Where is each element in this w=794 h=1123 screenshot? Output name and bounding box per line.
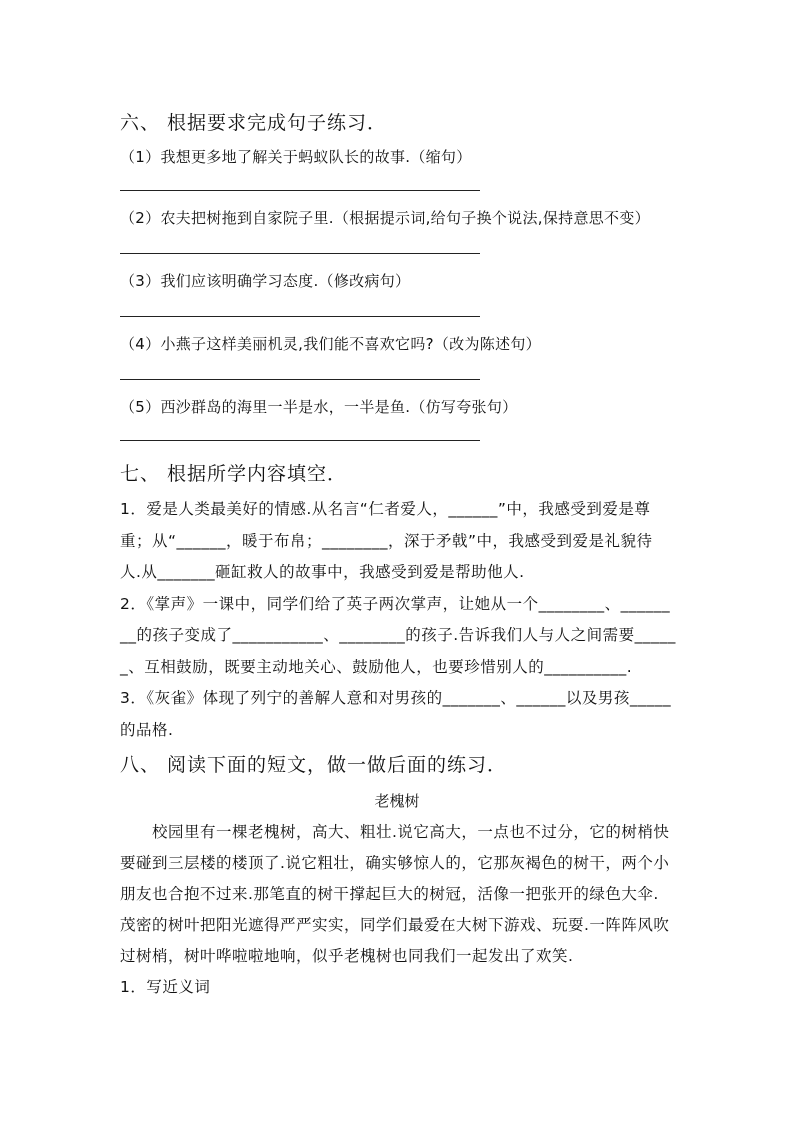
- fill-line-5: __的孩子变成了___________、________的孩子.告诉我们人与人之间需要_____: [120, 626, 676, 644]
- question-1-label: 1．写近义词: [120, 978, 211, 996]
- answer-line-2[interactable]: [120, 253, 480, 254]
- section-8-title: 八、 阅读下面的短文，做一做后面的练习．: [120, 754, 508, 776]
- answer-line-4[interactable]: [120, 379, 480, 380]
- section-6-item-5: （5）西沙群岛的海里一半是水，一半是鱼.（仿写夸张句）: [120, 398, 518, 416]
- fill-line-2: 重；从“______，暖于布帛；________，深于矛戟”中，我感受到爱是礼貌待: [120, 532, 653, 550]
- passage-line-2: 要碰到三层楼的楼顶了.说它粗壮，确实够惊人的，它那灰褐色的树干，两个小: [120, 854, 670, 872]
- fill-line-1: 1．爱是人类最美好的情感.从名言“仁者爱人，______”中，我感受到爱是尊: [120, 500, 651, 518]
- fill-line-8: 的品格.: [120, 721, 174, 739]
- section-6-item-2: （2）农夫把树拖到自家院子里.（根据提示词,给句子换个说法,保持意思不变）: [120, 209, 650, 227]
- fill-line-7: 3．《灰雀》体现了列宁的善解人意和对男孩的_______、______以及男孩_____: [120, 689, 672, 707]
- fill-line-4: 2．《掌声》一课中，同学们给了英子两次掌声，让她从一个________、______: [120, 595, 671, 613]
- section-7-title: 七、 根据所学内容填空．: [120, 463, 348, 485]
- fill-line-6: _、互相鼓励，既要主动地关心、鼓励他人，也要珍惜别人的__________.: [120, 658, 633, 676]
- answer-line-5[interactable]: [120, 440, 480, 441]
- answer-line-1[interactable]: [120, 190, 480, 191]
- passage-line-5: 过树梢，树叶哗啦啦地响，似乎老槐树也同我们一起发出了欢笑.: [120, 947, 574, 965]
- answer-line-3[interactable]: [120, 316, 480, 317]
- fill-line-3: 人.从_______砸缸救人的故事中，我感受到爱是帮助他人.: [120, 563, 525, 581]
- passage-line-4: 茂密的树叶把阳光遮得严严实实，同学们最爱在大树下游戏、玩耍.一阵阵风吹: [120, 916, 670, 934]
- passage-line-1: 校园里有一棵老槐树，高大、粗壮.说它高大，一点也不过分，它的树梢快: [120, 823, 670, 841]
- section-6-item-4: （4）小燕子这样美丽机灵,我们能不喜欢它吗?（改为陈述句）: [120, 335, 541, 353]
- section-6-title: 六、 根据要求完成句子练习．: [120, 112, 388, 134]
- passage-line-3: 朋友也合抱不过来.那笔直的树干撑起巨大的树冠，活像一把张开的绿色大伞.: [120, 885, 659, 903]
- section-6-item-3: （3）我们应该明确学习态度.（修改病句）: [120, 272, 411, 290]
- passage-title: 老槐树: [374, 792, 420, 810]
- section-6-item-1: （1）我想更多地了解关于蚂蚁队长的故事.（缩句）: [120, 148, 472, 166]
